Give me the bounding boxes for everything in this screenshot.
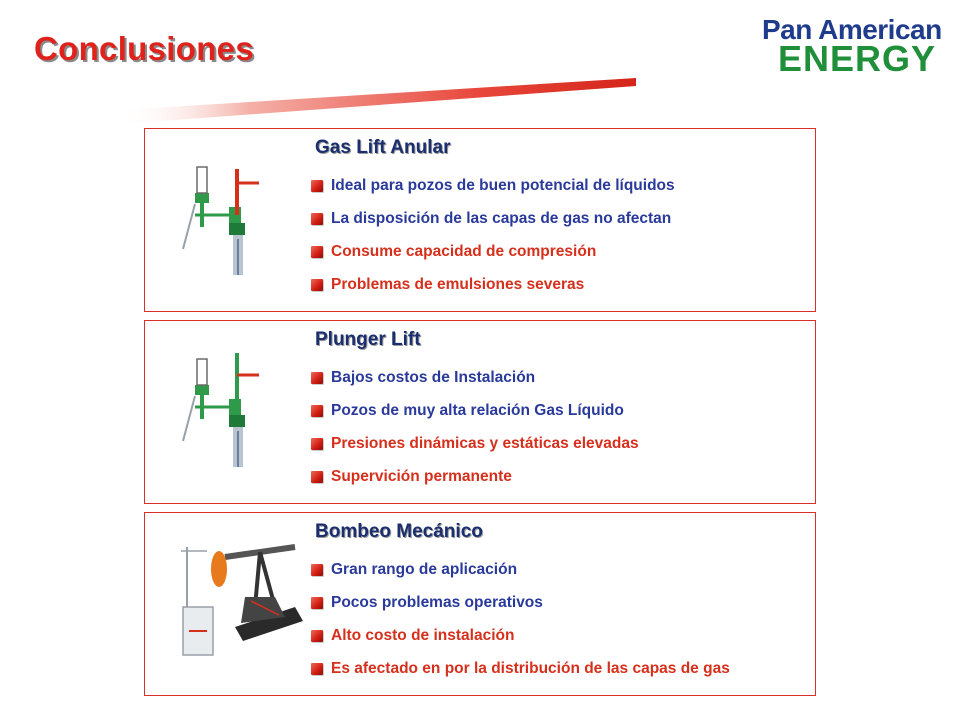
bullet-icon xyxy=(311,630,323,642)
section-bombeo-mecanico xyxy=(144,512,816,696)
list-item xyxy=(311,369,639,402)
bullet-text: Es afectado en por la distribución de las capas de gas xyxy=(331,660,730,677)
wellhead-icon xyxy=(175,341,265,471)
bullet-icon xyxy=(311,213,323,225)
logo-line-2: ENERGY xyxy=(778,38,937,79)
list-item xyxy=(311,660,730,693)
bullet-text: Pocos problemas operativos xyxy=(331,594,543,611)
bullet-icon xyxy=(311,246,323,258)
list-item xyxy=(311,594,730,627)
section-title: Plunger Lift xyxy=(315,329,421,350)
bullet-list xyxy=(311,369,639,501)
list-item xyxy=(311,210,675,243)
bullet-icon xyxy=(311,471,323,483)
bullet-icon xyxy=(311,663,323,675)
logo-line-1: Pan American xyxy=(762,14,942,45)
bullet-text: Problemas de emulsiones severas xyxy=(331,276,585,293)
list-item xyxy=(311,435,639,468)
bullet-icon xyxy=(311,372,323,384)
section-title: Gas Lift Anular xyxy=(315,137,451,158)
pumpjack-icon xyxy=(175,537,305,677)
section-gas-lift-anular xyxy=(144,128,816,312)
bullet-icon xyxy=(311,279,323,291)
company-logo xyxy=(760,8,942,79)
list-item xyxy=(311,468,639,501)
list-item xyxy=(311,177,675,210)
bullet-text: Bajos costos de Instalación xyxy=(331,369,536,386)
bullet-icon xyxy=(311,597,323,609)
section-plunger-lift xyxy=(144,320,816,504)
list-item xyxy=(311,402,639,435)
bullet-icon xyxy=(311,438,323,450)
bullet-text: Presiones dinámicas y estáticas elevadas xyxy=(331,435,639,452)
wellhead-icon xyxy=(175,149,265,279)
list-item xyxy=(311,627,730,660)
bullet-icon xyxy=(311,405,323,417)
bullet-text: Consume capacidad de compresión xyxy=(331,243,597,260)
bullet-list xyxy=(311,561,730,693)
bullet-icon xyxy=(311,564,323,576)
bullet-list xyxy=(311,177,675,309)
list-item xyxy=(311,243,675,276)
bullet-text: Alto costo de instalación xyxy=(331,627,515,644)
bullet-text: La disposición de las capas de gas no afectan xyxy=(331,210,672,227)
bullet-text: Pozos de muy alta relación Gas Líquido xyxy=(331,402,624,419)
section-title: Bombeo Mecánico xyxy=(315,521,483,542)
bullet-icon xyxy=(311,180,323,192)
page-title: Conclusiones xyxy=(34,30,254,67)
list-item xyxy=(311,276,675,309)
bullet-text: Gran rango de aplicación xyxy=(331,561,518,578)
bullet-text: Ideal para pozos de buen potencial de líquidos xyxy=(331,177,675,194)
bullet-text: Supervición permanente xyxy=(331,468,512,485)
list-item xyxy=(311,561,730,594)
